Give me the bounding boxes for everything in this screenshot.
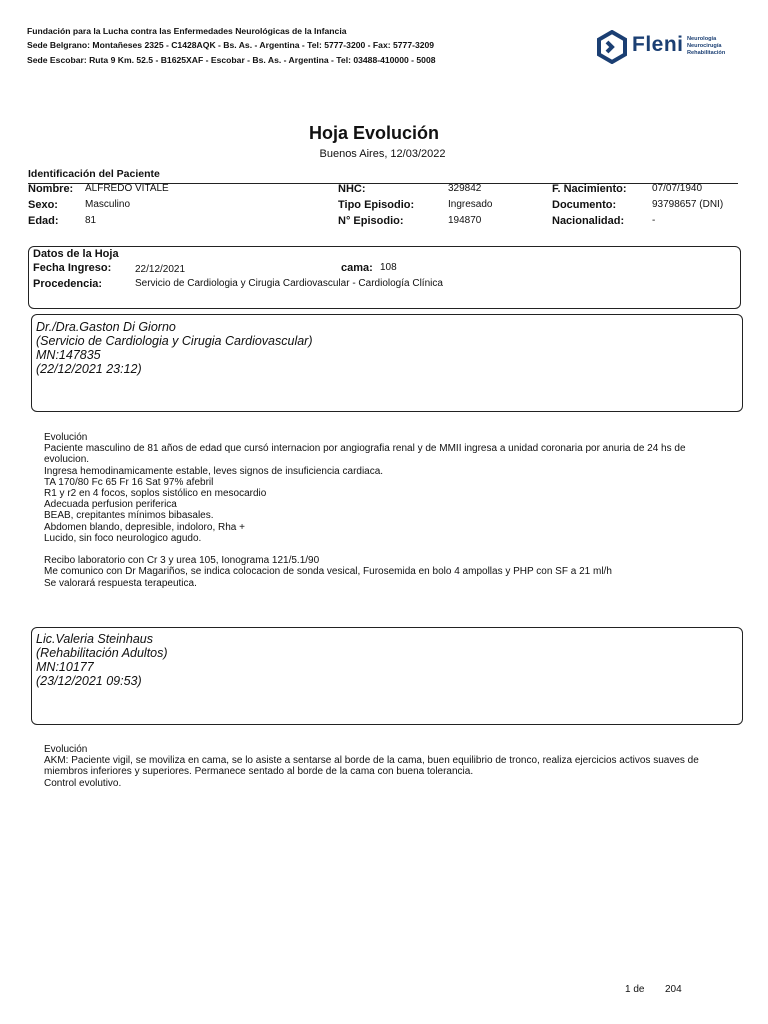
author-service: (Rehabilitación Adultos) [36, 646, 168, 660]
author-name: Dr./Dra.Gaston Di Giorno [36, 320, 176, 334]
author-service: (Servicio de Cardiologia y Cirugia Cardiovascular) [36, 334, 313, 348]
nacionalidad-label: Nacionalidad: [552, 215, 625, 227]
author-info-1 [36, 320, 313, 376]
page-total: 204 [665, 984, 682, 995]
evolution-text-1: Evolución Paciente masculino de 81 años de edad que cursó internacion por angiografia renal y de MMII ingresa a unidad coronaria por anuria de 24 hs de evolucion. Ingresa hemodinamicamente estable, leves signos de insuficiencia cardiaca. TA 170/80 Fc 65 Fr 16 Sat 97% afebril R1 y r2 en 4 focos, soplos sistólico en mesocardio Adecuada perfusion periferica BEAB, crepitantes mínimos bibasales. Abdomen blando, depresible, indoloro, Rha + Lucido, sin foco neurologico agudo. Recibo laboratorio con Cr 3 y urea 105, Ionograma 121/5.1/90 Me comunico con Dr Magariños, se indica colocacion de sonda vesical, Furosemida en bolo 4 ampollas y PHP con SF a 21 ml/h Se valorará respuesta terapeutica. [44, 432, 686, 589]
nacimiento-label: F. Nacimiento: [552, 183, 627, 195]
nombre-label: Nombre: [28, 183, 74, 195]
nacimiento-value: 07/07/1940 [652, 183, 703, 194]
author-mn: MN:147835 [36, 348, 101, 362]
nhc-label: NHC: [338, 183, 366, 195]
nhc-value: 329842 [448, 183, 482, 194]
tipo-episodio-label: Tipo Episodio: [338, 199, 415, 211]
address-escobar: Sede Escobar: Ruta 9 Km. 52.5 - B1625XAF - Escobar - Bs. As. - Argentina - Tel: 03488-410000 - 5008 [27, 55, 436, 65]
edad-label: Edad: [28, 215, 59, 227]
logo-name: Fleni [632, 33, 684, 56]
ingreso-value: 22/12/2021 [135, 264, 186, 275]
sexo-value: Masculino [85, 199, 131, 210]
author-name: Lic.Valeria Steinhaus [36, 632, 153, 646]
documento-label: Documento: [552, 199, 617, 211]
ingreso-label: Fecha Ingreso: [33, 262, 112, 274]
patient-section-title: Identificación del Paciente [28, 168, 160, 180]
author-mn: MN:10177 [36, 660, 94, 674]
cama-label: cama: [341, 262, 373, 274]
evolution-text-2: Evolución AKM: Paciente vigil, se moviliza en cama, se lo asiste a sentarse al borde de la cama, buen equilibrio de tronco, realiza ejercicios activos suaves de miembros inferiores y superiores. Permanece sentado al borde de la cama con buena tolerancia. Control evolutivo. [44, 744, 699, 789]
documento-value: 93798657 (DNI) [652, 199, 724, 210]
episodio-value: 194870 [448, 215, 482, 226]
procedencia-value: Servicio de Cardiologia y Cirugia Cardiovascular - Cardiología Clínica [135, 278, 443, 289]
author-datetime: (22/12/2021 23:12) [36, 362, 142, 376]
author-datetime: (23/12/2021 09:53) [36, 674, 142, 688]
nacionalidad-value: - [652, 215, 656, 226]
procedencia-label: Procedencia: [33, 278, 103, 290]
logo-subtitle: Neurología Neurocirugía Rehabilitación [687, 36, 726, 56]
author-info-2 [36, 632, 168, 688]
cama-value: 108 [380, 262, 397, 273]
episodio-label: N° Episodio: [338, 215, 404, 227]
institution-name: Fundación para la Lucha contra las Enfermedades Neurológicas de la Infancia [27, 26, 347, 36]
sheet-title: Datos de la Hoja [33, 248, 119, 260]
page-number: 1 de [625, 984, 645, 995]
address-belgrano: Sede Belgrano: Montañeses 2325 - C1428AQK - Bs. As. - Argentina - Tel: 5777-3200 - Fax: 5777-3209 [27, 40, 435, 50]
sexo-label: Sexo: [28, 199, 58, 211]
edad-value: 81 [85, 215, 97, 226]
page-date: Buenos Aires, 12/03/2022 [319, 148, 446, 160]
fleni-logo-icon [595, 30, 629, 64]
page-title: Hoja Evolución [308, 123, 440, 143]
tipo-episodio-value: Ingresado [448, 199, 493, 210]
nombre-value: ALFREDO VITALE [85, 183, 169, 194]
